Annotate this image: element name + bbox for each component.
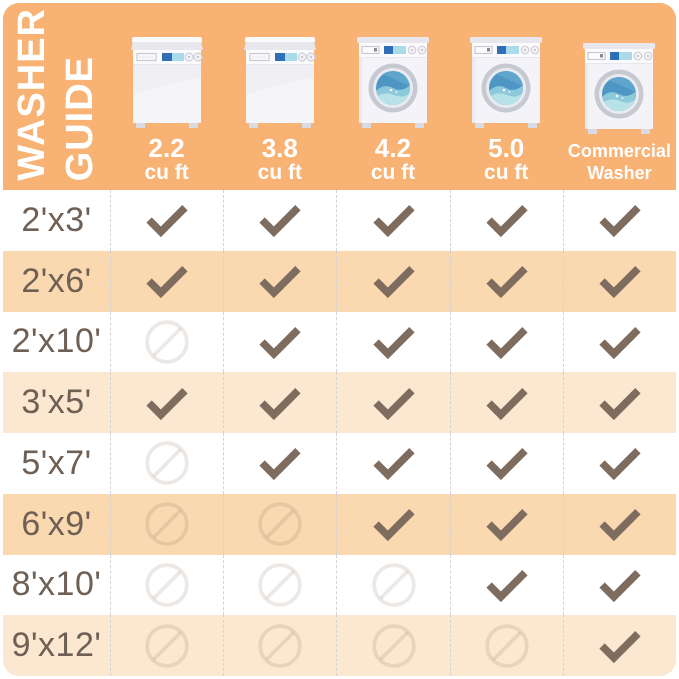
table-row <box>3 312 676 373</box>
capacity-label <box>568 141 671 185</box>
check-icon <box>258 203 302 237</box>
table-cell <box>563 555 676 616</box>
table-cell <box>110 615 223 676</box>
table-cell <box>450 494 563 555</box>
prohibited-icon <box>370 622 418 670</box>
table-cell <box>110 251 223 312</box>
table-cell <box>336 433 449 494</box>
table-cell <box>336 372 449 433</box>
table-row <box>3 615 676 676</box>
table-cell <box>450 372 563 433</box>
capacity-unit: cu ft <box>257 161 302 185</box>
table-cell <box>336 251 449 312</box>
table-cell <box>223 433 336 494</box>
table-cell <box>110 494 223 555</box>
check-icon <box>372 386 416 420</box>
front-load-washer-icon <box>354 33 432 130</box>
table-cell <box>563 372 676 433</box>
capacity-label <box>484 132 529 185</box>
rug-size-label: 2'x6' <box>21 261 92 300</box>
check-icon <box>598 325 642 359</box>
check-icon <box>485 325 529 359</box>
table-cell <box>223 190 336 251</box>
table-cell <box>336 190 449 251</box>
check-icon <box>258 386 302 420</box>
table-cell <box>563 251 676 312</box>
table-cell <box>223 372 336 433</box>
guide-header <box>3 3 676 190</box>
rug-size-label: 5'x7' <box>21 443 92 482</box>
check-icon <box>598 629 642 663</box>
check-icon <box>372 325 416 359</box>
capacity-label <box>257 132 302 185</box>
table-cell <box>336 555 449 616</box>
capacity-label <box>144 132 189 185</box>
check-icon <box>258 446 302 480</box>
table-cell <box>336 494 449 555</box>
capacity-unit: cu ft <box>484 161 529 185</box>
prohibited-icon <box>143 318 191 366</box>
capacity-value: 4.2 <box>374 132 412 163</box>
prohibited-icon <box>143 500 191 548</box>
front-load-washer-icon <box>580 39 658 136</box>
table-cell <box>450 433 563 494</box>
check-icon <box>485 386 529 420</box>
check-icon <box>145 203 189 237</box>
washer-icon-slot <box>354 33 432 130</box>
check-icon <box>598 264 642 298</box>
check-icon <box>598 568 642 602</box>
table-cell <box>223 312 336 373</box>
rug-size-label: 9'x12' <box>11 626 102 665</box>
capacity-unit: cu ft <box>370 161 416 185</box>
check-icon <box>598 446 642 480</box>
washer-column <box>450 3 563 190</box>
table-cell <box>450 615 563 676</box>
table-cell <box>336 312 449 373</box>
rug-size-label: 3'x5' <box>21 383 92 422</box>
table-cell <box>110 312 223 373</box>
table-cell <box>563 494 676 555</box>
rug-size-label: 8'x10' <box>11 565 102 604</box>
check-icon <box>485 568 529 602</box>
table-cell <box>450 251 563 312</box>
prohibited-icon <box>256 561 304 609</box>
capacity-label <box>370 132 416 185</box>
check-icon <box>485 507 529 541</box>
table-cell <box>223 615 336 676</box>
table-cell <box>110 190 223 251</box>
rug-size-label: 2'x10' <box>11 322 102 361</box>
prohibited-icon <box>483 622 531 670</box>
washer-column <box>223 3 336 190</box>
guide-title <box>3 3 110 190</box>
table-cell <box>450 312 563 373</box>
table-cell <box>110 555 223 616</box>
check-icon <box>485 446 529 480</box>
washer-icon-slot <box>128 33 206 130</box>
check-icon <box>258 325 302 359</box>
table-cell <box>336 615 449 676</box>
table-cell <box>563 433 676 494</box>
top-load-washer-icon <box>128 33 206 130</box>
washer-icon-slot <box>467 33 545 130</box>
prohibited-icon <box>370 561 418 609</box>
prohibited-icon <box>143 622 191 670</box>
rug-size-label: 2'x3' <box>21 200 92 239</box>
title-word-guide: GUIDE <box>59 55 101 181</box>
prohibited-icon <box>143 561 191 609</box>
capacity-value: 5.0 <box>488 132 525 163</box>
table-row <box>3 555 676 616</box>
check-icon <box>485 264 529 298</box>
table-cell <box>563 190 676 251</box>
table-row <box>3 251 676 312</box>
prohibited-icon <box>143 439 191 487</box>
title-word-washer: WASHER <box>11 8 54 181</box>
top-load-washer-icon <box>241 33 319 130</box>
table-row <box>3 494 676 555</box>
capacity-value: Commercial <box>567 141 671 162</box>
check-icon <box>372 264 416 298</box>
check-icon <box>598 507 642 541</box>
capacity-value: 3.8 <box>261 132 298 163</box>
check-icon <box>372 203 416 237</box>
washer-column <box>110 3 223 190</box>
table-cell <box>110 372 223 433</box>
washer-column <box>336 3 449 190</box>
washer-icon-slot <box>580 39 658 136</box>
check-icon <box>598 386 642 420</box>
prohibited-icon <box>256 622 304 670</box>
table-cell <box>110 433 223 494</box>
rug-size-label: 6'x9' <box>21 504 92 543</box>
table-cell <box>223 494 336 555</box>
check-icon <box>145 264 189 298</box>
header-columns <box>110 3 676 190</box>
washer-column <box>563 3 676 190</box>
capacity-unit: Washer <box>587 163 652 184</box>
table-cell <box>563 312 676 373</box>
table-cell <box>450 555 563 616</box>
check-icon <box>145 386 189 420</box>
size-table <box>3 190 676 676</box>
check-icon <box>372 507 416 541</box>
check-icon <box>258 264 302 298</box>
front-load-washer-icon <box>467 33 545 130</box>
washer-icon-slot <box>241 33 319 130</box>
guide-card <box>3 3 676 676</box>
table-cell <box>223 251 336 312</box>
check-icon <box>372 446 416 480</box>
table-row <box>3 372 676 433</box>
table-cell <box>563 615 676 676</box>
table-cell <box>223 555 336 616</box>
table-row <box>3 190 676 251</box>
check-icon <box>598 203 642 237</box>
capacity-value: 2.2 <box>148 132 185 163</box>
prohibited-icon <box>256 500 304 548</box>
table-row <box>3 433 676 494</box>
capacity-unit: cu ft <box>144 161 189 185</box>
table-cell <box>450 190 563 251</box>
check-icon <box>485 203 529 237</box>
